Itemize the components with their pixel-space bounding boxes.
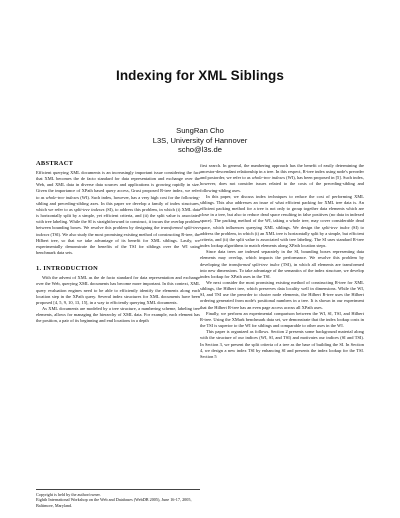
introduction-heading: 1. INTRODUCTION	[36, 265, 99, 273]
right-paragraph-3: Since data trees are indexed separately in the SI, bounding boxes representing data elements may overlap, which impacts the performance. We resolve this problem by developing the transformed split-tree index (TSI), in which all elements are transformed into new dimensions. To take advantage of the semantics of the index structure, we develop index lookup for XPath axes in the TSI.	[200, 249, 364, 279]
term-whole-tree-indexes: whole-tree indexes	[45, 194, 80, 200]
intro-paragraph-2: As XML documents are modeled by a tree structure, a numbering scheme, labeling tree elements, allows for managing the hierarchy of XML data. For example, each element has the position, a pair of its beginning and end locations in a depth	[36, 305, 200, 324]
right-paragraph-1: first search. In general, the numbering approach has the benefit of easily determining the ancestor-descendant relationship in a tree. In this respect, R-tree index using node's preorder and postorder, we refer to as whole-tree indexes (WI), has been proposed in [5]. Such index, however, does not consider issues related to the costs of the preceding-sibling and following-sibling axes.	[200, 163, 364, 193]
copyright-notice	[36, 489, 200, 508]
term-split-tree-index: split-tree index	[321, 224, 350, 230]
copyright-line-1: Copyright is held by the author/owner.	[36, 492, 101, 497]
term-transformed-split-tree-index: transformed split-tree index	[228, 261, 280, 267]
term-transformed-split-tree-indexes: transformed split-tree indexes	[36, 225, 200, 237]
right-column	[200, 163, 364, 360]
author-affiliation: L3S, University of Hannover	[152, 135, 248, 145]
intro-paragraph-1: With the advent of XML as the de facto standard for data representation and exchange over the Web, querying XML documents has become more important. In this context, XML query evaluation engines need to be able to efficiently identify the elements along each location step in the XPath query. Several index structures for XML documents have been proposed [4, 5, 9, 10, 13, 15], in a way to efficiently querying XML documents.	[36, 275, 200, 305]
left-column	[36, 160, 200, 324]
author-block	[0, 126, 400, 155]
right-paragraph-4: We next consider the most promising existing method of constructing R-tree for XML siblings, the Hilbert tree, which preserves data locality well in dimensions. While the WI, SI, and TSI use the preorder to cluster node elements, the Hilbert R-tree uses the Hilbert ordering generated from node's positional numbers in a tree. It is shown in our experiment that the Hilbert R-tree has an even page access across all XPath axes.	[200, 279, 364, 310]
copyright-line-2: Eighth International Workshop on the Web and Databases (WebDB 2005), June 16-17, 2005, Baltimore, Maryland.	[36, 497, 192, 508]
author-name: SungRan Cho	[176, 126, 224, 135]
right-paragraph-2: In this paper, we discuss index techniques to reduce the cost of performing XML siblings. This also addresses an issue of what efficient packing for XML tree data is. An efficient packing method for a tree is not only to group together data elements which are close in a tree, but also to reduce dead space resulting in false positives (no data in indexed space). The packing method of the WI, taking a whole tree, may cover considerable dead space, which influences querying XML siblings. We design the split-tree index (SI) to address the problem, in which (i) an XML tree is horizontally split by a simple, but efficient criteria, and (ii) the split value is associated with tree labeling. The SI uses standard R-tree index lookup algorithms to match elements along XPath location steps.	[200, 193, 365, 249]
right-paragraph-6: This paper is organized as follows. Section 2 presents some background material along with the structure of our indices (WI, SI, and TSI) and motivates our indices (SI and TSI). In Section 3, we present the split criteria of a tree as the base of building the SI. In Section 4, we design a new index TSI by enhancing SI and presents the index lookup for the TSI. Section 5	[200, 329, 364, 359]
term-split-tree-indexes: split-tree indexes	[74, 206, 105, 212]
term-whole-tree-indexes-2: whole-tree indexes	[251, 175, 285, 181]
paper-title: Indexing for XML Siblings	[115, 68, 284, 83]
abstract-heading: ABSTRACT	[36, 160, 74, 167]
abstract-text: Efficient querying XML documents is an increasingly important issue considering the fact that XML becomes the de facto standard for data representation and exchange over the Web, and XML data in diverse data sources and applications is growing rapidly in size. Given the importance of XPath based query access, Grust proposed R-tree index, we refer to as whole-tree indexes (WI). Such index, however, has a very high cost for the following-sibling and preceding-sibling axes. In this paper we develop a family of index structures, which we refer to as split-tree indexes (SI), to address this problem, in which (i) XML data is horizontally split by a simple, yet efficient criteria, and (ii) the split value is associated with tree labeling. While the SI is straightforward to construct, it incurs the overlap problem between bounding boxes. We resolve this problem by designing the transformed split-tree indexes (TSI). We also study the most promising existing method of constructing R-tree, the Hilbert tree, so that we take advantage of its benefit for XML siblings. Lastly, we experimentally demonstrate the benefits of the TSI for siblings over the WI using benchmark data sets.	[36, 170, 200, 256]
right-paragraph-5: Finally, we perform an experimental comparison between the WI, SI, TSI, and Hilbert R-tree. Using the XMark benchmark data set, we demonstrate that the index lookup costs in the TSI is superior to the WI for siblings and comparable to other axes in the WI.	[200, 310, 364, 329]
author-email: scho@l3s.de	[177, 145, 222, 155]
